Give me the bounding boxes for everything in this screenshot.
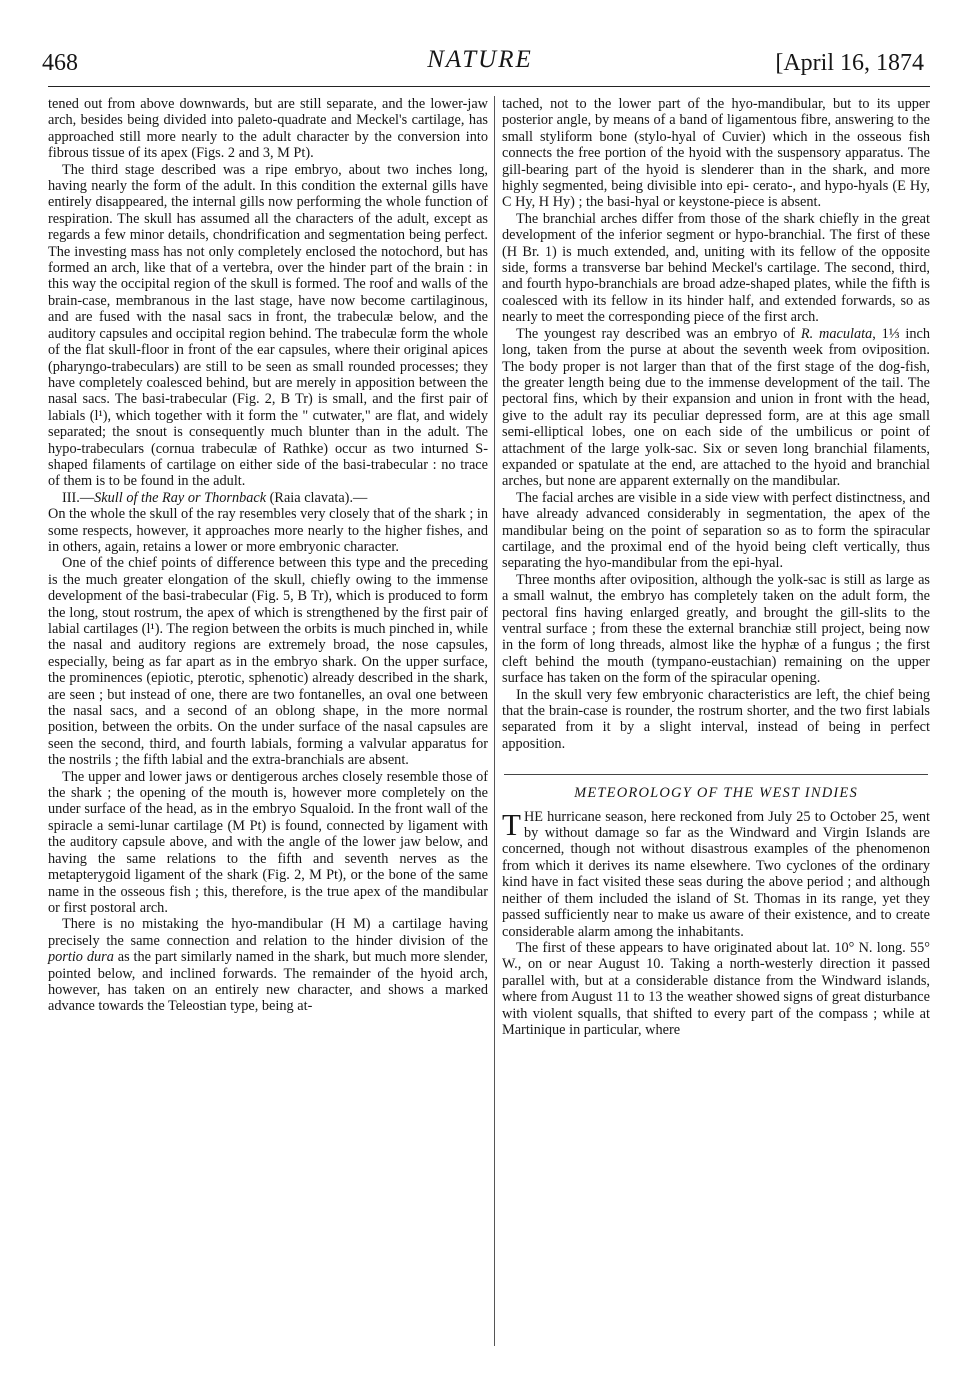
paragraph: The first of these appears to have originated about lat. 10° N. long. 55° W., on or near August 10. Taking a north-westerly direction it passed parallel with, but at a considerable distance from the Windward islands, where from August 11 to 13 the weather showed signs of great disturbance with violent squalls, that shifted to every part of the compass ; while at Martinique in particular, where — [502, 939, 930, 1038]
paragraph: The branchial arches differ from those of the shark chiefly in the great development of the inferior segment or hypo-branchial. The first of these (H Br. 1) is much extended, and, uniting with its fellow of the opposite side, forms a transverse bar behind Meckel's cartilage. The second, third, and fourth hypo-branchials are broad adze-shaped plates, while the fifth is coalesced with its fellow in its hinder half, and extended forwards, so as nearly to meet the corresponding piece of the first arch. — [502, 210, 930, 326]
species-name: R. maculata — [800, 325, 873, 342]
paragraph — [502, 326, 930, 490]
column-divider — [494, 96, 495, 1346]
text-segment: There is no mistaking the hyo-mandibular (H M) a cartilage having precisely the same connection and relation to the hinder division of the — [48, 916, 488, 949]
paragraph: Three months after oviposition, although the yolk-sac is still as large as a small walnut, the embryo has completely taken on the adult form, the pectoral fins having enlarged greatly, and brought the gill-slits to the ventral surface ; from these the external branchiæ still project, being now in the form of long threads, almost like the hyphæ of a fungus ; the first cleft behind the mouth (tympano-eustachian) remaining on the upper surface has taken on the form of the spiracular opening. — [502, 571, 930, 687]
header-rule — [48, 86, 930, 87]
section-number: III.— — [62, 489, 95, 506]
article-divider — [504, 774, 928, 775]
issue-date: [April 16, 1874 — [775, 50, 924, 76]
italic-term: portio dura — [48, 949, 114, 966]
section-title: Skull of the Ray or Thornback — [94, 489, 267, 506]
paragraph: In the skull very few embryonic characteristics are left, the chief being that the brain-case is rounder, the rostrum shorter, and the two first labials separated from it by a slight interval, instead of being in perfect apposition. — [502, 686, 930, 752]
article-title: METEOROLOGY OF THE WEST INDIES — [574, 785, 858, 802]
text-segment: , 1⅓ inch long, taken from the purse at about the seventh week from oviposition. The body proper is not larger than that of the first stage of the dog-fish, the greater length being due to the immense development of the tail. The pectoral fins, which by their expansion and union in front with the head, give to the adult ray its peculiar depressed form, are at this age small semi-elliptical lobes, one on each side of the umbilicus or point of attachment of the large yolk-sac. Six or seven long branchial filaments, expanded or spatulate at the end, are attached to the hyoid and branchial arches, but none are apparent externally on the mandibular. — [502, 325, 930, 490]
page-number: 468 — [42, 50, 78, 76]
text-segment: as the part similarly named in the shark, but much more slender, pointed below, and inclined forwards. The remainder of the hyoid arch, however, has taken on an entirely new character, and shows a marked advance towards the Teleostian type, being at- — [48, 949, 488, 1015]
section-title-rest: (Raia clavata).— — [266, 489, 368, 506]
text-segment: The youngest ray described was an embryo of — [516, 325, 801, 342]
section-heading — [48, 490, 488, 506]
paragraph: The third stage described was a ripe embryo, about two inches long, having nearly the form of the adult. In this condition the external gills have entirely disappeared, the internal gills now performing the whole function of respiration. The skull has assumed all the characters of the adult, except as regards a few minor details, chondrification and segmentation being perfect. The investing mass has not only completely enclosed the notochord, but has formed an arch, like that of a vertebra, over the hinder part of the brain : in this way the occipital region of the skull is formed. The roof and walls of the brain-case, membranous in the last stage, have now become cartilaginous, and are fused with the nasal sacs in front, the trabeculæ below, and the auditory capsules and occipital region behind. The trabeculæ form the whole of the flat skull-floor in front of the ear capsules, where their original apices (pharyngo-trabeculars) are still to be seen as small rounded processes; they have completely coalesced behind, but are merely in apposition between the nasal sacs. The basi-trabecular (Fig. 2, B Tr) is small, and the first pair of labials (l¹), which together with it form the " cutwater," are flat, and widely separated; the snout is consequently much blunter than in the adult. The hypo-trabeculars (cornua trabeculæ of Rathke) occur as two inturned S-shaped filaments of cartilage on either side of the basi-trabecular : no trace of them is to be found in the adult. — [48, 161, 488, 490]
left-column — [48, 96, 488, 1015]
page-header — [30, 44, 930, 84]
paragraph — [502, 806, 930, 940]
paragraph: tened out from above downwards, but are still separate, and the lower-jaw arch, besides being divided into paleto-quadrate and Meckel's cartilage, has approached still more nearly to the adult character by the conversion into fibrous tissue of its apex (Figs. 2 and 3, M Pt). — [48, 96, 488, 162]
paragraph — [48, 916, 488, 1014]
journal-title: NATURE — [427, 46, 533, 73]
paragraph: One of the chief points of difference between this type and the preceding is the much greater elongation of the skull, chiefly owing to the immense development of the basi-trabecular (Fig. 5, B Tr), which is produced to form the long, stout rostrum, the apex of which is strengthened by the first pair of labial cartilages (l¹). The region between the orbits is much pinched in, while the nasal and auditory regions are extremely broad, the nose capsules, especially, being as far apart as in the embryo shark. On the upper surface, the prominences (epiotic, pterotic, sphenotic) already described in the shark, are seen ; but instead of one, there are two fontanelles, an oval one between the nasal sacs, and a second of an oblong shape, in the more normal position, between the orbits. On the under surface of the nasal capsules are seen the second, third, and fourth labials, forming a valvular apparatus for the nostrils ; the fifth labial and the extra-branchials are absent. — [48, 555, 488, 769]
paragraph: tached, not to the lower part of the hyo-mandibular, but to its upper posterior angle, by means of a band of ligamentous fibre, answering to the small styliform bone (stylo-hyal of Cuvier) which in the osseous fish connects the free portion of the hyoid with the suspensory apparatus. The gill-bearing part of the hyoid is slenderer than in the shark, and more highly segmented, being divisible into epi- cerato-, and hypo-hyals (E Hy, C Hy, H Hy) ; the basi-hyal or keystone-piece is absent. — [502, 96, 930, 211]
paragraph: On the whole the skull of the ray resembles very closely that of the shark ; in some respects, however, it approaches more nearly to the higher fishes, and in others, again, retains a lower or more embryonic character. — [48, 506, 488, 555]
right-column — [502, 96, 930, 1038]
drop-cap: T — [502, 806, 521, 842]
text-segment: HE hurricane season, here reckoned from July 25 to October 25, went by without damage so far as the Windward and Virgin Islands are concerned, though not without disastrous examples of the phenomenon from which it derives its name elsewhere. Two cyclones of the ordinary kind have in fact visited these seas during the above period ; and although neither of them included the island of St. Thomas in its range, yet they passed sufficiently near to make us aware of their existence, and to create considerable alarm among the inhabitants. — [502, 808, 930, 940]
paragraph: The facial arches are visible in a side view with perfect distinctness, and have already advanced considerably in segmentation, the apex of the mandibular being on the point of separation so as to form the spiracular cartilage, and the proximal end of the hyoid being cleft vertically, thus separating the hyo-mandibular from the epi-hyal. — [502, 489, 930, 572]
paragraph: The upper and lower jaws or dentigerous arches closely resemble those of the shark ; the opening of the mouth is, however more completely on the under surface of the head, as in the embryo Squaloid. In the front wall of the spiracle a semi-lunar cartilage (M Pt) is found, connected by ligament with the auditory capsule above, and with the angle of the lower jaw below, and having the same relations to the fifth and seventh nerves as the metapterygoid ligament of the shark (Fig. 2, M Pt), or the bone of the same name in the osseous fish ; this, therefore, is the true apex of the mandibular or first postoral arch. — [48, 768, 488, 916]
